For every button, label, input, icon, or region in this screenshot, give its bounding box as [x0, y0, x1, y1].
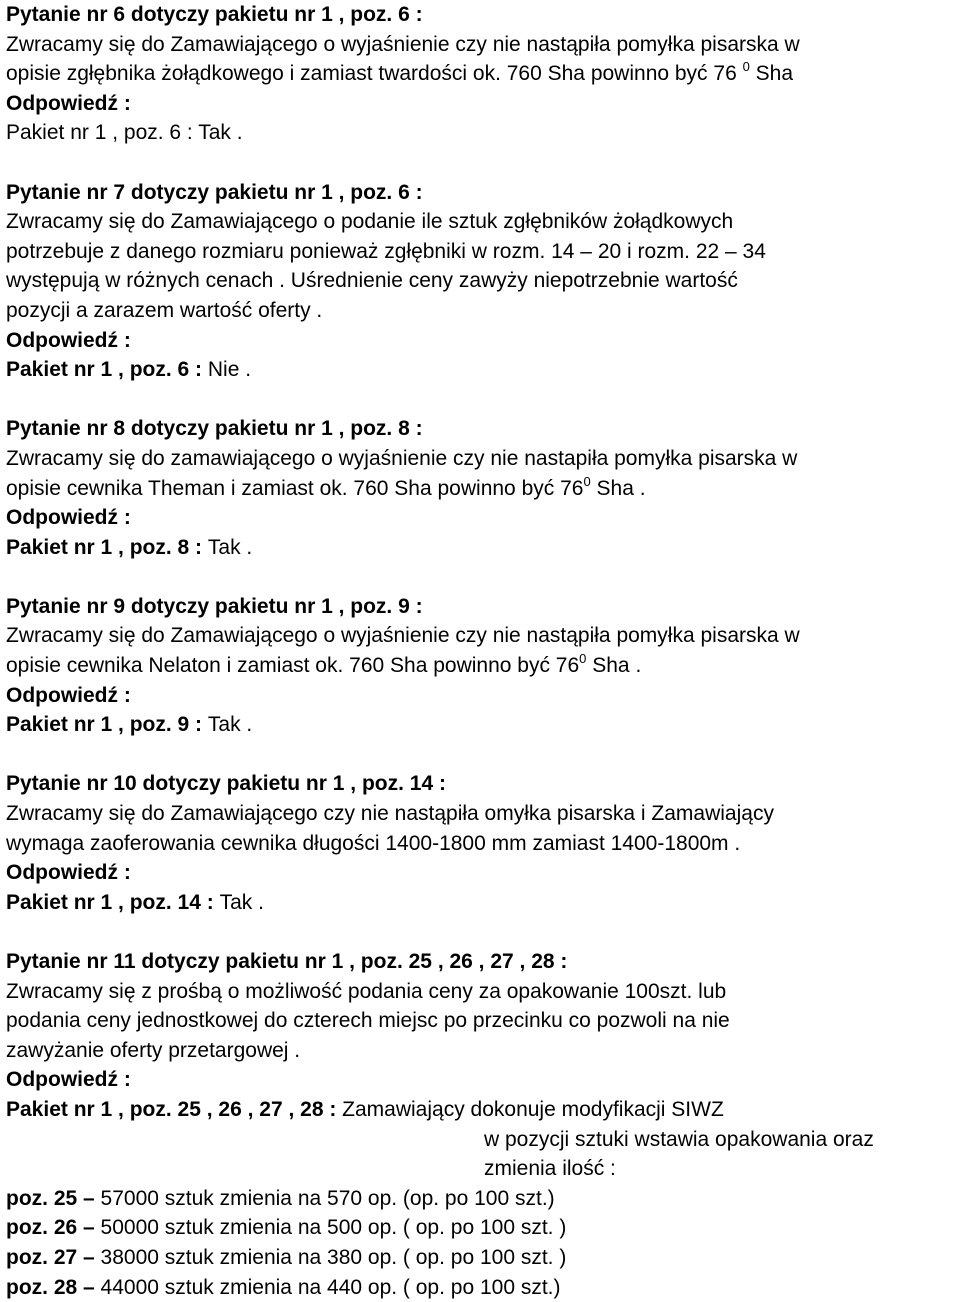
superscript: 0	[579, 651, 587, 667]
question-8-text-line	[6, 474, 956, 504]
question-11-text-line: zawyżanie oferty przetargowej .	[6, 1038, 301, 1062]
answer-text: Zamawiający dokonuje modyfikacji SIWZ	[342, 1097, 724, 1121]
item-text: 38000 sztuk zmienia na 380 op. ( op. po 100 szt. )	[100, 1245, 567, 1269]
spacer	[6, 740, 956, 770]
question-11-answer-continued: zmienia ilość :	[484, 1157, 616, 1181]
answer-reference: Pakiet nr 1 , poz. 6 :	[6, 358, 208, 382]
list-item	[6, 1273, 956, 1302]
question-6-heading: Pytanie nr 6 dotyczy pakietu nr 1 , poz. 6 :	[6, 3, 423, 26]
superscript: 0	[583, 473, 591, 489]
item-text: 50000 sztuk zmienia na 500 op. ( op. po 100 szt. )	[100, 1216, 567, 1240]
item-text: 44000 sztuk zmienia na 440 op. ( op. po 100 szt.)	[100, 1275, 561, 1299]
list-item	[6, 1213, 956, 1243]
item-dash: –	[77, 1245, 101, 1269]
item-dash: –	[77, 1275, 101, 1299]
item-position: poz. 28	[6, 1275, 78, 1299]
question-10-answer	[6, 888, 956, 918]
text-fragment: Sha	[749, 62, 794, 86]
question-10-text-line: Zwracamy się do Zamawiającego czy nie nastąpiła omyłka pisarska i Zamawiający	[6, 802, 774, 826]
question-11-heading: Pytanie nr 11 dotyczy pakietu nr 1 , poz. 25 , 26 , 27 , 28 :	[6, 950, 568, 973]
spacer	[6, 148, 956, 178]
question-8-text-line: Zwracamy się do zamawiającego o wyjaśnienie czy nie nastapiła pomyłka pisarska w	[6, 446, 798, 470]
superscript: 0	[742, 59, 750, 75]
text-fragment: Sha .	[586, 654, 642, 678]
question-6-text-line: Zwracamy się do Zamawiającego o wyjaśnienie czy nie nastąpiła pomyłka pisarska w	[6, 32, 800, 56]
answer-label: Odpowiedź :	[6, 1068, 131, 1092]
answer-label: Odpowiedź :	[6, 861, 131, 885]
list-item	[6, 1243, 956, 1273]
question-8-heading: Pytanie nr 8 dotyczy pakietu nr 1 , poz. 8 :	[6, 417, 423, 441]
question-7-text-line: pozycji a zarazem wartość oferty .	[6, 298, 323, 322]
item-position: poz. 25	[6, 1186, 78, 1210]
question-7-heading: Pytanie nr 7 dotyczy pakietu nr 1 , poz. 6 :	[6, 180, 423, 204]
text-fragment: opisie cewnika Nelaton i zamiast ok. 760 Sha powinno być 76	[6, 654, 580, 678]
question-11-answer	[6, 1095, 956, 1125]
answer-text: Tak .	[219, 890, 264, 914]
answer-label: Odpowiedź :	[6, 91, 131, 115]
answer-label: Odpowiedź :	[6, 683, 131, 707]
question-7-text-line: Zwracamy się do Zamawiającego o podanie ile sztuk zgłębników żołądkowych	[6, 210, 734, 234]
spacer	[6, 385, 956, 415]
question-7-text-line: potrzebuje z danego rozmiaru ponieważ zgłębniki w rozm. 14 – 20 i rozm. 22 – 34	[6, 239, 766, 263]
item-position: poz. 27	[6, 1245, 78, 1269]
item-text: 57000 sztuk zmienia na 570 op. (op. po 100 szt.)	[100, 1186, 555, 1210]
item-position: poz. 26	[6, 1216, 78, 1240]
answer-text: Tak .	[207, 713, 253, 737]
answer-label: Odpowiedź :	[6, 506, 131, 530]
question-11-text-line: podania ceny jednostkowej do czterech miejsc po przecinku co pozwoli na nie	[6, 1009, 730, 1033]
text-fragment: opisie zgłębnika żołądkowego i zamiast twardości ok. 760 Sha powinno być 76	[6, 62, 743, 86]
question-7-text-line: występują w różnych cenach . Uśrednienie ceny zawyży niepotrzebnie wartość	[6, 269, 738, 293]
question-11-answer-continued: w pozycji sztuki wstawia opakowania oraz	[484, 1127, 874, 1151]
spacer	[6, 917, 956, 947]
answer-reference: Pakiet nr 1 , poz. 14 :	[6, 890, 220, 914]
question-9-heading: Pytanie nr 9 dotyczy pakietu nr 1 , poz. 9 :	[6, 594, 423, 618]
document-body	[6, 0, 956, 1302]
answer-text: Nie .	[207, 358, 252, 382]
question-11-text-line: Zwracamy się z prośbą o możliwość podania ceny za opakowanie 100szt. lub	[6, 979, 727, 1003]
question-9-answer	[6, 710, 956, 740]
answer-label: Odpowiedź :	[6, 328, 131, 352]
answer-reference: Pakiet nr 1 , poz. 25 , 26 , 27 , 28 :	[6, 1097, 343, 1121]
text-fragment: opisie cewnika Theman i zamiast ok. 760 Sha powinno być 76	[6, 476, 584, 500]
item-dash: –	[77, 1216, 101, 1240]
question-7-answer	[6, 355, 956, 385]
list-item	[6, 1184, 956, 1214]
text-fragment: Sha .	[590, 476, 646, 500]
spacer	[6, 562, 956, 592]
answer-reference: Pakiet nr 1 , poz. 9 :	[6, 713, 208, 737]
question-9-text-line: Zwracamy się do Zamawiającego o wyjaśnienie czy nie nastąpiła pomyłka pisarska w	[6, 624, 800, 648]
question-9-text-line	[6, 651, 956, 681]
answer-text: Tak .	[207, 535, 253, 559]
question-10-heading: Pytanie nr 10 dotyczy pakietu nr 1 , poz. 14 :	[6, 772, 446, 796]
question-6-answer: Pakiet nr 1 , poz. 6 : Tak .	[6, 121, 243, 145]
question-6-text-line	[6, 59, 956, 89]
question-8-answer	[6, 533, 956, 563]
answer-reference: Pakiet nr 1 , poz. 8 :	[6, 535, 208, 559]
item-dash: –	[77, 1186, 101, 1210]
question-10-text-line: wymaga zaoferowania cewnika długości 1400-1800 mm zamiast 1400-1800m .	[6, 831, 741, 855]
